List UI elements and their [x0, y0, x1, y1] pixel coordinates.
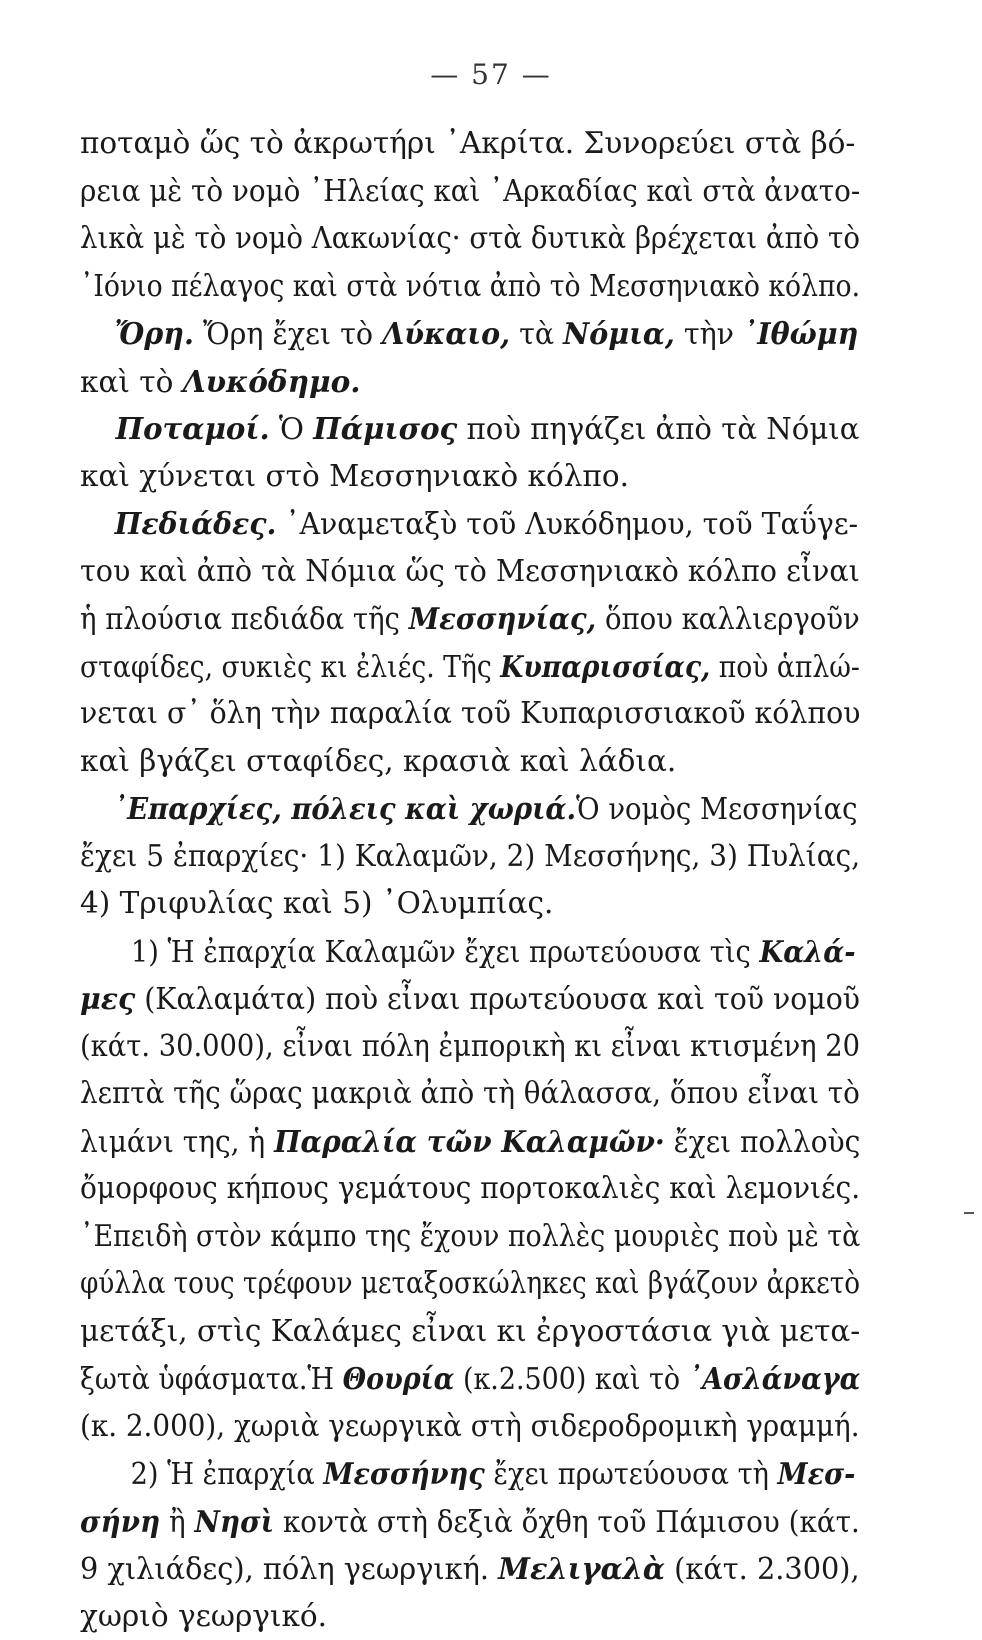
text-line [80, 928, 801, 976]
emphasis-term: Πάμισος [313, 411, 457, 446]
emphasis-term: Παραλία τῶν Καλαμῶν· [274, 1124, 665, 1159]
text-line [80, 168, 815, 216]
text-run: τὴν [675, 317, 743, 351]
emphasis-term: Μεσ- [778, 1456, 856, 1491]
text-run: καὶ χύνεται στὸ Μεσσηνιακὸ κόλπο. [80, 459, 629, 493]
text-run: ᾿Επειδὴ στὸν κάμπο της ἔχουν πολλὲς μουριὲς ποὺ μὲ τὰ [80, 1219, 860, 1253]
text-line [80, 1308, 858, 1356]
text-line [80, 833, 818, 881]
text-run: 1) Ἡ ἐπαρχία Καλαμῶν ἔχει πρωτεύουσα τὶς [131, 935, 760, 969]
text-run: του καὶ ἀπὸ τὰ Νόμια ὥς τὸ Μεσσηνιακὸ κόλπο εἶναι [80, 554, 860, 588]
text-line [80, 1213, 791, 1261]
text-line [80, 1118, 820, 1166]
text-run: ᾿Ιόνιο πέλαγος καὶ στὰ νότια ἀπὸ τὸ Μεσσηνιακὸ κόλπο. [80, 269, 860, 303]
text-run: ποὺ ἁπλώ- [710, 650, 860, 684]
text-run: καὶ τὸ [80, 365, 183, 399]
text-line [80, 453, 860, 501]
emphasis-term: Κυπαρισσίας, [500, 649, 710, 684]
text-run: κοντὰ στὴ δεξιὰ ὄχθη τοῦ Πάμισου (κάτ. [274, 1505, 860, 1539]
emphasis-term: Μεσσηνίας, [409, 601, 597, 636]
text-run: λικὰ μὲ τὸ νομὸ Λακωνίας· στὰ δυτικὰ βρέχεται ἀπὸ τὸ [80, 221, 860, 255]
emphasis-term: Λύκαιο, [382, 316, 510, 351]
text-line [80, 1593, 860, 1640]
text-run: σταφίδες, συκιὲς κι ἐλιές. Τῆς [80, 650, 500, 684]
text-run: ποὺ πηγάζει ἀπὸ τὰ Νόμια [457, 412, 859, 446]
scan-edge-mark [964, 1212, 974, 1214]
text-run: ἡ πλούσια πεδιάδα τῆς [80, 602, 409, 636]
text-line [80, 1070, 814, 1118]
text-line [80, 785, 805, 833]
text-run: ποταμὸ ὥς τὸ ἀκρωτήρι ᾿Ακρίτα. Συνορεύει στὰ βό- [80, 126, 855, 160]
text-line [80, 880, 860, 928]
text-line [80, 215, 810, 263]
text-line [80, 1023, 803, 1071]
section-heading-mountains: Ὄρη. [115, 316, 194, 351]
emphasis-term: ᾿Ιθώμη [743, 316, 858, 351]
text-line [80, 405, 851, 453]
emphasis-term: μες [80, 981, 135, 1016]
text-run: καὶ βγάζει σταφίδες, κρασιὰ καὶ λάδια. [80, 744, 676, 778]
text-run: φύλλα τους τρέφουν μεταξοσκώληκες καὶ βγάζουν ἀρκετὸ [80, 1266, 860, 1300]
text-line [80, 643, 783, 691]
text-line [80, 595, 807, 643]
text-line [80, 548, 835, 596]
page-number: — 57 — [0, 58, 982, 91]
section-heading-plains: Πεδιάδες. [115, 506, 277, 541]
text-line [80, 1450, 798, 1498]
text-line [80, 1545, 841, 1593]
text-run: ξωτὰ ὑφάσματα.Ἡ [80, 1362, 343, 1396]
text-run: μετάξι, στὶς Καλάμες εἶναι κι ἐργοστάσια γιὰ μετα- [80, 1314, 860, 1348]
text-line [80, 1165, 821, 1213]
emphasis-term: ᾿Ασλάναγα [689, 1361, 861, 1396]
emphasis-term: Μεσσήνης [323, 1456, 484, 1491]
emphasis-term: Λυκόδημο. [183, 364, 361, 399]
text-run: (κάτ. 30.000), εἶναι πόλη ἐμπορικὴ κι εἶναι κτισμένη 20 [80, 1029, 860, 1063]
text-line [80, 500, 830, 548]
text-run: ρεια μὲ τὸ νομὸ ᾿Ηλείας καὶ ᾿Αρκαδίας καὶ στὰ ἀνατο- [80, 174, 860, 208]
text-line [80, 1403, 815, 1451]
text-line [80, 1355, 792, 1403]
text-line [80, 263, 785, 311]
section-heading-provinces: ᾿Επαρχίες, πόλεις καὶ χωριά. [113, 791, 576, 826]
text-run: 9 χιλιάδες), πόλη γεωργική. [80, 1552, 498, 1586]
text-run: (κάτ. 2.300), [665, 1552, 860, 1586]
text-run: ἔχει πρωτεύουσα τὴ [485, 1457, 778, 1491]
emphasis-term: Θουρία [343, 1361, 455, 1396]
emphasis-term: Νησὶ [195, 1504, 275, 1539]
text-run: Ὁ νομὸς Μεσσηνίας [576, 792, 857, 826]
text-run: νεται σ᾿ ὅλη τὴν παραλία τοῦ Κυπαρισσιακοῦ κόλπου [80, 696, 860, 730]
text-run: ὅπου καλλιεργοῦν [596, 602, 860, 636]
text-run: (Καλαμάτα) ποὺ εἶναι πρωτεύουσα καὶ τοῦ νομοῦ [135, 982, 860, 1016]
text-run: (κ. 2.000), χωριὰ γεωργικὰ στὴ σιδεροδρομικὴ γραμμή. [80, 1409, 860, 1443]
text-run: 2) Ἡ ἐπαρχία [131, 1457, 324, 1491]
emphasis-term: Μελιγαλὰ [498, 1551, 665, 1586]
emphasis-term: σήνη [80, 1504, 160, 1539]
text-line [80, 690, 831, 738]
emphasis-term: Νόμια, [563, 316, 675, 351]
text-run: Ὄρη ἔχει τὸ [194, 317, 382, 351]
text-run: λεπτὰ τῆς ὥρας μακριὰ ἀπὸ τὴ θάλασσα, ὅπου εἶναι τὸ [80, 1076, 860, 1110]
text-run: 4) Τριφυλίας καὶ 5) ᾿Ολυμπίας. [80, 886, 553, 920]
emphasis-term: Καλά- [759, 934, 855, 969]
text-run: ἢ [160, 1505, 194, 1539]
text-run: τὰ [510, 317, 563, 351]
text-run: ἔχει πολλοὺς [665, 1125, 861, 1159]
text-run: ἔχει 5 ἐπαρχίες· 1) Καλαμῶν, 2) Μεσσήνης, 3) Πυλίας, [80, 839, 860, 873]
text-run: Ὁ [270, 412, 314, 446]
text-line [80, 358, 860, 406]
text-line [80, 975, 829, 1023]
text-run: ᾿Αναμεταξὺ τοῦ Λυκόδημου, τοῦ Ταΰγε- [276, 507, 858, 541]
text-run: χωριὸ γεωργικό. [80, 1599, 327, 1633]
text-line [80, 1260, 774, 1308]
text-line [80, 1498, 815, 1546]
body-text [80, 120, 860, 1640]
text-run: λιμάνι της, ἡ [80, 1125, 274, 1159]
text-line [80, 310, 834, 358]
text-line [80, 120, 860, 168]
text-run: (κ.2.500) καὶ τὸ [454, 1362, 688, 1396]
text-line [80, 738, 860, 786]
text-run: ὄμορφους κήπους γεμάτους πορτοκαλιὲς καὶ λεμονιές. [80, 1171, 860, 1205]
section-heading-rivers: Ποταμοί. [116, 411, 270, 446]
